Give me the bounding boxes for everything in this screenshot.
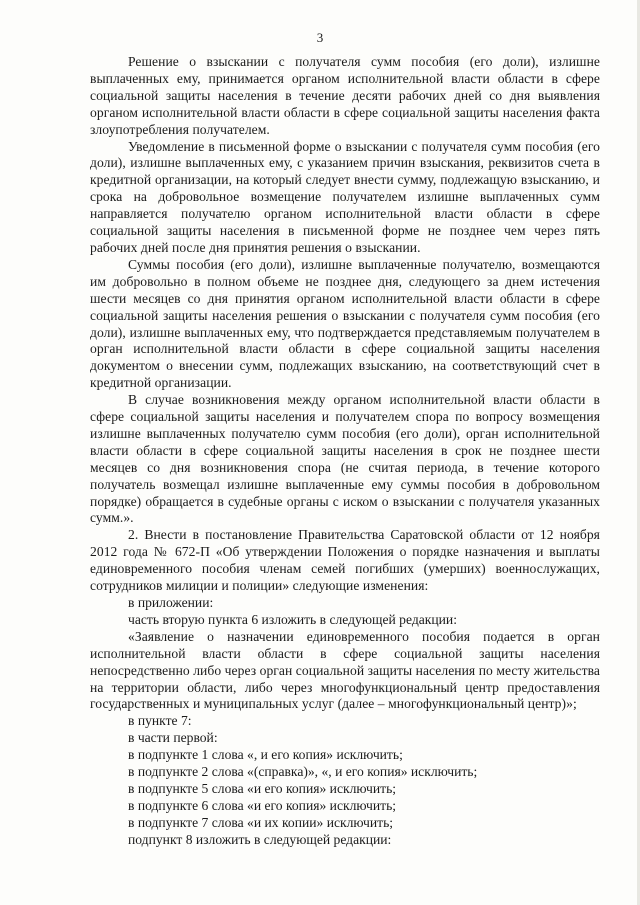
paragraph-notification: Уведомление в письменной форме о взыскании с получателя сумм пособия (его доли), излишне выплаченных ему, с указанием причин взыскания, реквизитов счета в кредитной организации, на который следует внести сумму, подлежащую взысканию, и срока на добровольное возмещение получателем излишне выплаченных сумм направляется получателю органом исполнительной власти области в сфере социальной защиты населения в письменной форме не позднее чем через пять рабочих дней после дня принятия решения о взыскании. xyxy=(90,138,600,255)
paragraph-amendment: 2. Внести в постановление Правительства Саратовской области от 12 ноября 2012 года № 672-П «Об утверждении Положения о порядке назначения и выплаты единовременного пособия членам семей погибших (умерших) военнослужащих, сотрудников милиции и полиции» следующие изменения: xyxy=(90,527,600,594)
line-point-7: в пункте 7: xyxy=(128,713,192,729)
paragraph-decision: Решение о взыскании с получателя сумм пособия (его доли), излишне выплаченных ему, принимается органом исполнительной власти области в сфере социальной защиты населения в течение десяти рабочих дней со дня выявления органом исполнительной власти области в сфере социальной защиты населения факта злоупотребления получателем. xyxy=(90,54,600,137)
line-subpoint-8: подпункт 8 изложить в следующей редакции: xyxy=(128,831,392,847)
line-subpoint-1: в подпункте 1 слова «, и его копия» исключить; xyxy=(128,747,403,763)
line-part-two: часть вторую пункта 6 изложить в следующей редакции: xyxy=(128,611,457,627)
line-part-one: в части первой: xyxy=(128,730,218,746)
line-subpoint-7: в подпункте 7 слова «и их копии» исключить; xyxy=(128,814,394,830)
line-subpoint-6: в подпункте 6 слова «и его копия» исключить; xyxy=(128,797,397,813)
paragraph-refund: Суммы пособия (его доли), излишне выплаченные получателю, возмещаются им добровольно в полном объеме не позднее дня, следующего за днем истечения шести месяцев со дня принятия органом исполнительной власти области в сфере социальной защиты населения решения о взыскании с получателя сумм пособия (его доли), излишне выплаченных ему, что подтверждается представляемым получателем в орган исполнительной власти области в сфере социальной защиты населения документом о внесении сумм, подлежащих взысканию, на соответствующий счет в кредитной организации. xyxy=(90,256,600,391)
line-in-appendix: в приложении: xyxy=(128,595,214,610)
paragraph-quoted-application: «Заявление о назначении единовременного пособия подается в орган исполнительной власти области в сфере социальной защиты населения непосредственно либо через орган социальной защиты населения по месту жительства на территории области, либо через многофункциональный центр предоставления государственных и муниципальных услуг (далее – многофункциональный центр)»; xyxy=(90,628,600,712)
line-subpoint-5: в подпункте 5 слова «и его копия» исключить; xyxy=(128,780,397,796)
line-subpoint-2: в подпункте 2 слова «(справка)», «, и его копия» исключить; xyxy=(128,764,478,780)
page-number: 3 xyxy=(316,30,324,45)
paragraph-dispute: В случае возникновения между органом исполнительной власти области в сфере социальной защиты населения и получателем спора по вопросу возмещения излишне выплаченных получателю сумм пособия (его доли), орган исполнительной власти области в сфере социальной защиты населения в срок не позднее шести месяцев со дня возникновения спора (не считая периода, в течение которого получатель возмещал излишне выплаченные ему суммы пособия в добровольном порядке) обращается в судебные органы с иском о взыскании с получателя указанных сумм.». xyxy=(90,392,600,526)
